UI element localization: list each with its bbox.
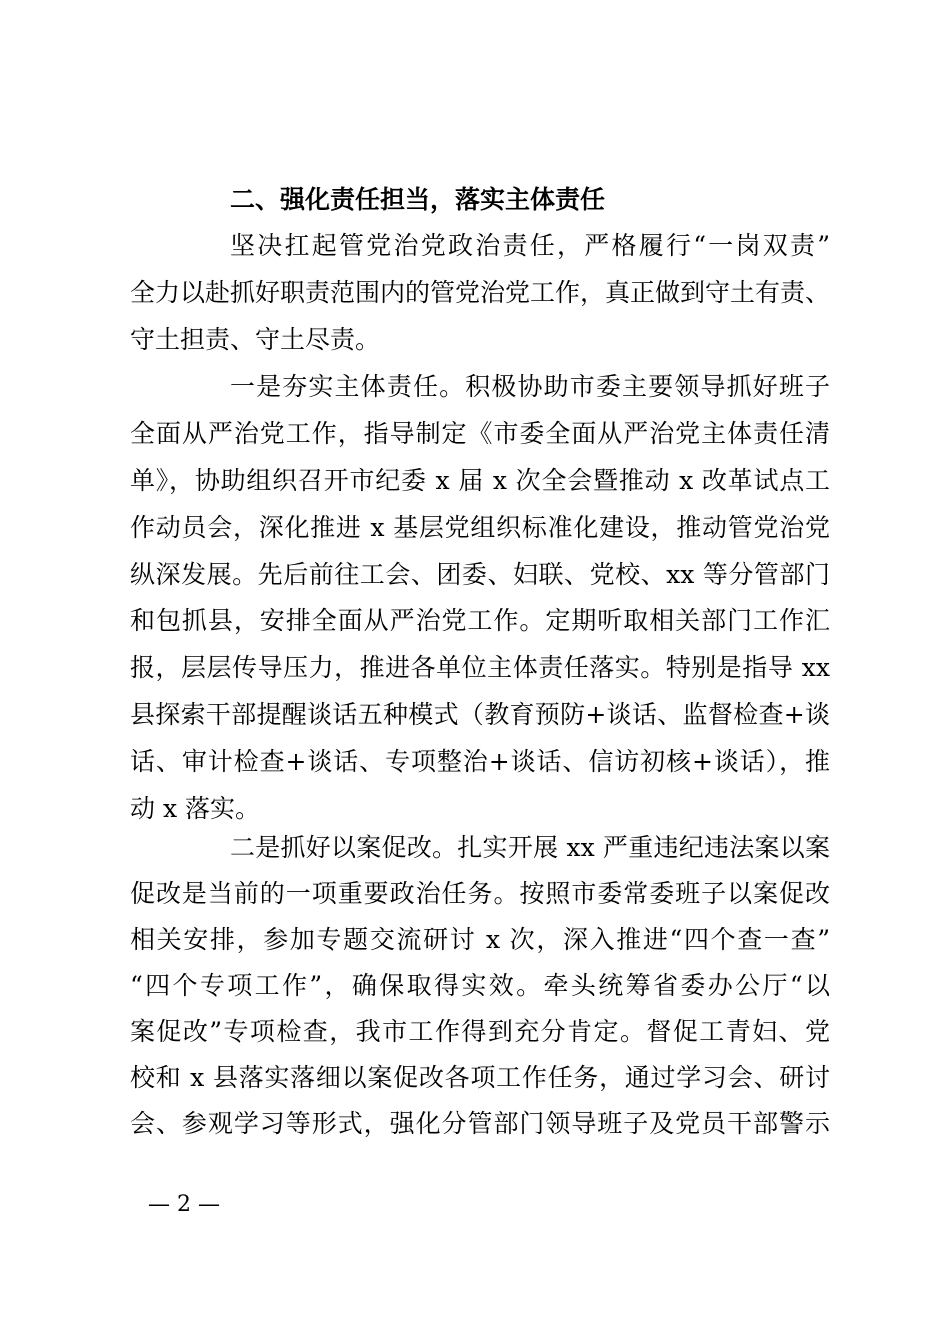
paragraph-2-line-3: 单》，协助组织召开市纪委 x 届 x 次全会暨推动 x 改革试点工 — [130, 466, 830, 495]
paragraph-2-line-5: 纵深发展。先后前往工会、团委、妇联、党校、xx 等分管部门 — [130, 560, 830, 589]
paragraph-1-line-3: 守土担责、守土尽责。 — [130, 325, 381, 354]
paragraph-1-line-1: 坚决扛起管党治党政治责任，严格履行“一岗双责” — [230, 231, 830, 260]
paragraph-3-line-4: “四个专项工作”，确保取得实效。牵头统筹省委办公厅“以 — [130, 971, 830, 1000]
paragraph-3-line-2: 促改是当前的一项重要政治任务。按照市委常委班子以案促改 — [130, 879, 830, 908]
paragraph-2-line-7: 报，层层传导压力，推进各单位主体责任落实。特别是指导 xx — [130, 653, 830, 682]
paragraph-3-line-1: 二是抓好以案促改。扎实开展 xx 严重违纪违法案以案 — [230, 833, 830, 862]
paragraph-2-line-6: 和包抓县，安排全面从严治党工作。定期听取相关部门工作汇 — [130, 606, 830, 635]
paragraph-3-line-3: 相关安排，参加专题交流研讨 x 次，深入推进“四个查一查” — [130, 925, 830, 954]
page-number: — 2 — — [148, 1192, 220, 1217]
section-heading: 二、强化责任担当，落实主体责任 — [230, 185, 606, 214]
paragraph-2-line-8: 县探索干部提醒谈话五种模式（教育预防+谈话、监督检查+谈 — [130, 700, 830, 729]
paragraph-2-line-2: 全面从严治党工作，指导制定《市委全面从严治党主体责任清 — [130, 419, 830, 448]
paragraph-2-line-10: 动 x 落实。 — [130, 794, 260, 823]
paragraph-3-line-6: 校和 x 县落实落细以案促改各项工作任务，通过学习会、研讨 — [130, 1063, 830, 1092]
paragraph-2-line-4: 作动员会，深化推进 x 基层党组织标准化建设，推动管党治党 — [130, 513, 830, 542]
paragraph-2-line-1: 一是夯实主体责任。积极协助市委主要领导抓好班子 — [230, 372, 830, 401]
paragraph-1-line-2: 全力以赴抓好职责范围内的管党治党工作，真正做到守土有责、 — [130, 278, 831, 307]
paragraph-3-line-5: 案促改”专项检查，我市工作得到充分肯定。督促工青妇、党 — [130, 1017, 830, 1046]
paragraph-3-line-7: 会、参观学习等形式，强化分管部门领导班子及党员干部警示 — [130, 1109, 830, 1138]
paragraph-2-line-9: 话、审计检查+谈话、专项整治+谈话、信访初核+谈话），推 — [130, 747, 830, 776]
